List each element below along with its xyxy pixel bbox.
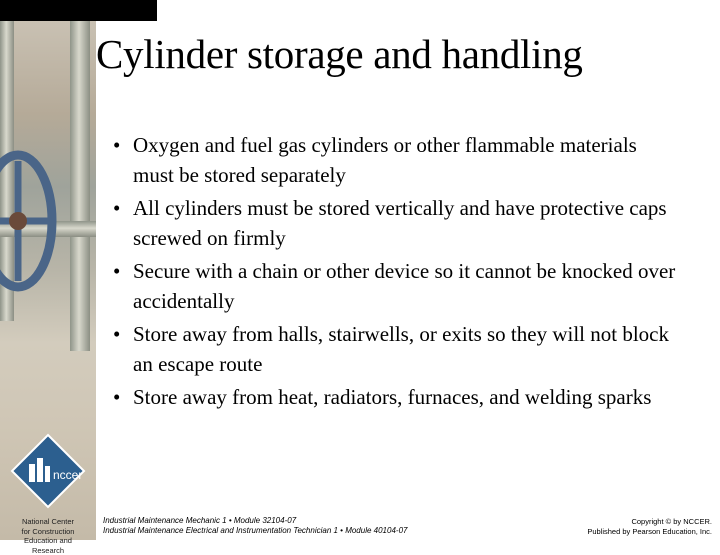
bullet-dot-icon: • xyxy=(113,133,121,157)
bullet-item xyxy=(112,194,682,253)
top-black-bar xyxy=(0,0,157,21)
bullet-text: All cylinders must be stored vertically and have protective caps screwed on firmly xyxy=(133,196,667,250)
org-line: National Center xyxy=(21,517,75,526)
bullet-text: Store away from halls, stairwells, or exits so they will not block an escape route xyxy=(133,322,669,376)
footer-course-info xyxy=(103,516,407,536)
sidebar-photo-strip xyxy=(0,21,96,555)
footer-course-line: Industrial Maintenance Electrical and Instrumentation Technician 1 • Module 40104-07 xyxy=(103,526,408,535)
bullet-item xyxy=(112,320,682,379)
bullet-dot-icon: • xyxy=(113,196,121,220)
logo-text: nccer xyxy=(53,468,83,482)
bullet-text: Oxygen and fuel gas cylinders or other flammable materials must be stored separately xyxy=(133,133,637,187)
org-line: for Construction xyxy=(21,526,75,536)
valve-wheel-icon xyxy=(0,141,78,301)
bullet-text: Store away from heat, radiators, furnaces, and welding sparks xyxy=(133,385,652,409)
bullet-text: Secure with a chain or other device so it cannot be knocked over accidentally xyxy=(133,259,676,313)
bullet-dot-icon: • xyxy=(113,259,121,283)
org-line: Research xyxy=(31,545,65,555)
bullet-list xyxy=(112,131,682,417)
footer-course-line: Industrial Maintenance Mechanic 1 • Module 32104-07 xyxy=(103,516,297,525)
bullet-item xyxy=(112,383,682,413)
slide-title: Cylinder storage and handling xyxy=(96,31,583,77)
bullet-item xyxy=(112,131,682,190)
bullet-dot-icon: • xyxy=(113,322,121,346)
footer-copyright-line: Published by Pearson Education, Inc. xyxy=(587,527,712,536)
footer-copyright xyxy=(587,517,712,537)
organization-name xyxy=(4,517,92,555)
bullet-item xyxy=(112,257,682,316)
footer-copyright-line: Copyright © by NCCER. xyxy=(631,517,712,526)
org-line: Education and xyxy=(24,536,72,546)
bullet-dot-icon: • xyxy=(113,385,121,409)
nccer-logo-icon xyxy=(11,434,85,508)
